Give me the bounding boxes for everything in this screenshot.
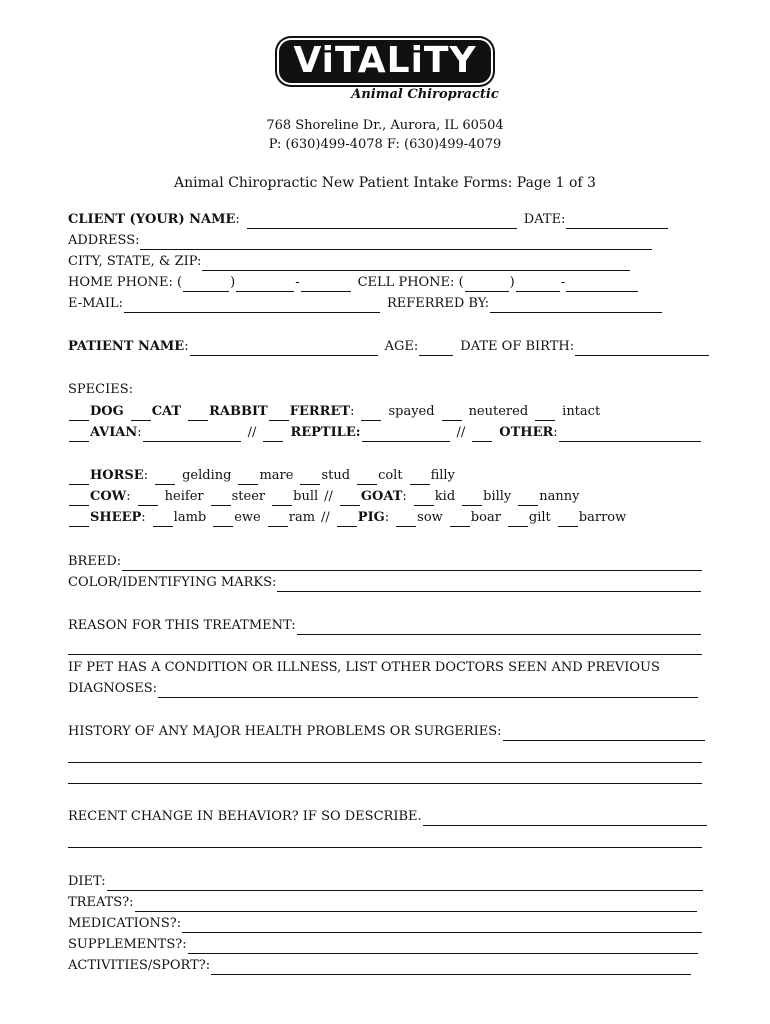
history-field[interactable] (503, 726, 705, 741)
referred-label: REFERRED BY: (386, 296, 490, 311)
species-row (68, 381, 133, 399)
gelding-checkbox[interactable] (155, 470, 175, 485)
nanny-checkbox[interactable] (518, 491, 538, 506)
phone-row (68, 274, 639, 292)
diagnoses-field[interactable] (158, 683, 698, 698)
intact-label: intact (562, 404, 601, 419)
boar-label: boar (470, 510, 501, 525)
cell-phone-label: CELL PHONE: ( (357, 275, 464, 290)
steer-checkbox[interactable] (211, 491, 231, 506)
medications-field[interactable] (182, 918, 702, 933)
boar-checkbox[interactable] (450, 512, 470, 527)
colon: : (235, 212, 240, 227)
goat-label: GOAT (360, 489, 403, 504)
date-field[interactable] (566, 214, 668, 229)
heifer-checkbox[interactable] (138, 491, 158, 506)
activities-row (68, 957, 692, 975)
diagnoses-label: DIAGNOSES: (68, 681, 158, 696)
reptile-checkbox[interactable] (263, 427, 283, 442)
colon: : (137, 425, 142, 440)
filly-label: filly (430, 468, 455, 483)
colon: : (402, 489, 407, 504)
dog-checkbox[interactable] (69, 406, 89, 421)
rabbit-label: RABBIT (209, 404, 268, 419)
cell-phone-area-field[interactable] (465, 277, 509, 292)
other-type-field[interactable] (559, 427, 701, 442)
city-label: CITY, STATE, & ZIP: (68, 254, 202, 269)
horse-label: HORSE (90, 468, 144, 483)
gelding-label: gelding (182, 468, 232, 483)
colon: : (384, 510, 390, 525)
home-phone-area-field[interactable] (183, 277, 229, 292)
color-label: COLOR/IDENTIFYING MARKS: (68, 575, 277, 590)
colon: : (350, 404, 355, 419)
referred-field[interactable] (490, 298, 662, 313)
colon: : (143, 468, 149, 483)
dob-label: DATE OF BIRTH: (460, 339, 575, 354)
steer-label: steer (231, 489, 266, 504)
email-row (68, 295, 663, 313)
reptile-type-field[interactable] (362, 427, 450, 442)
goat-checkbox[interactable] (340, 491, 360, 506)
spayed-checkbox[interactable] (361, 406, 381, 421)
cow-checkbox[interactable] (69, 491, 89, 506)
species-sheep-pig-row (68, 509, 626, 527)
address-field[interactable] (140, 235, 652, 250)
bull-label: bull (293, 489, 319, 504)
reason-field-line-2[interactable] (68, 654, 702, 655)
other-label: OTHER (499, 425, 554, 440)
home-phone-prefix-field[interactable] (236, 277, 294, 292)
ewe-checkbox[interactable] (213, 512, 233, 527)
paren-close: ) (509, 275, 515, 290)
treats-row (68, 894, 698, 912)
bull-checkbox[interactable] (272, 491, 292, 506)
separator: // (247, 425, 257, 440)
supplements-row (68, 936, 699, 954)
logo-tagline: Animal Chiropractic (351, 87, 499, 102)
patient-name-label: PATIENT NAME (68, 339, 185, 354)
home-phone-label: HOME PHONE: ( (68, 275, 183, 290)
history-field-line-2[interactable] (68, 762, 702, 763)
avian-label: AVIAN (90, 425, 138, 440)
address-row (68, 232, 653, 250)
clinic-phones: P: (630)499-4078 F: (630)499-4079 (268, 137, 502, 152)
neutered-label: neutered (468, 404, 529, 419)
sow-checkbox[interactable] (396, 512, 416, 527)
cat-label: CAT (151, 404, 182, 419)
separator: // (321, 510, 330, 525)
intact-checkbox[interactable] (535, 406, 555, 421)
city-field[interactable] (202, 256, 630, 271)
cat-checkbox[interactable] (131, 406, 151, 421)
horse-checkbox[interactable] (69, 470, 89, 485)
kid-checkbox[interactable] (414, 491, 434, 506)
stud-checkbox[interactable] (300, 470, 320, 485)
supplements-field[interactable] (188, 939, 698, 954)
logo-wordmark: ViTALiTY (279, 40, 490, 83)
patient-row (68, 338, 710, 356)
avian-checkbox[interactable] (69, 427, 89, 442)
dash: - (295, 275, 300, 290)
dog-label: DOG (90, 404, 124, 419)
species-small-animals-row (68, 403, 600, 421)
supplements-label: SUPPLEMENTS?: (68, 937, 187, 952)
sow-label: sow (417, 510, 443, 525)
cell-phone-line-field[interactable] (566, 277, 638, 292)
species-label: SPECIES: (68, 382, 133, 397)
mare-checkbox[interactable] (238, 470, 258, 485)
home-phone-line-field[interactable] (301, 277, 351, 292)
cow-label: COW (90, 489, 127, 504)
medications-row (68, 915, 703, 933)
separator: // (324, 489, 333, 504)
sheep-checkbox[interactable] (69, 512, 89, 527)
neutered-checkbox[interactable] (442, 406, 462, 421)
city-row (68, 253, 631, 271)
treats-field[interactable] (135, 897, 697, 912)
condition-row (68, 659, 660, 677)
paren-close: ) (230, 275, 236, 290)
behavior-label: RECENT CHANGE IN BEHAVIOR? IF SO DESCRIBE. (68, 809, 422, 824)
pig-checkbox[interactable] (337, 512, 357, 527)
condition-label: IF PET HAS A CONDITION OR ILLNESS, LIST OTHER DOCTORS SEEN AND PREVIOUS (68, 660, 660, 675)
client-name-label: CLIENT (YOUR) NAME (68, 212, 236, 227)
heifer-label: heifer (164, 489, 204, 504)
reptile-label: REPTILE: (290, 425, 361, 440)
color-row (68, 574, 702, 592)
diagnoses-row (68, 680, 699, 698)
history-label: HISTORY OF ANY MAJOR HEALTH PROBLEMS OR SURGERIES: (68, 724, 502, 739)
reason-label: REASON FOR THIS TREATMENT: (68, 618, 296, 633)
colon: : (184, 339, 189, 354)
barrow-label: barrow (578, 510, 627, 525)
activities-field[interactable] (211, 960, 691, 975)
species-cow-goat-row (68, 488, 580, 506)
diet-field[interactable] (107, 876, 703, 891)
barrow-checkbox[interactable] (558, 512, 578, 527)
colon: : (141, 510, 146, 525)
medications-label: MEDICATIONS?: (68, 916, 182, 931)
billy-checkbox[interactable] (462, 491, 482, 506)
dash: - (560, 275, 566, 290)
age-field[interactable] (419, 341, 453, 356)
reason-row (68, 617, 702, 635)
diet-label: DIET: (68, 874, 106, 889)
gilt-label: gilt (528, 510, 551, 525)
lamb-checkbox[interactable] (153, 512, 173, 527)
diet-row (68, 873, 704, 891)
client-name-row (68, 211, 669, 229)
colt-label: colt (378, 468, 403, 483)
behavior-field[interactable] (423, 811, 707, 826)
behavior-row (68, 808, 708, 826)
colon: : (126, 489, 131, 504)
breed-row (68, 553, 703, 571)
color-field[interactable] (277, 577, 701, 592)
dob-field[interactable] (575, 341, 709, 356)
gilt-checkbox[interactable] (508, 512, 528, 527)
client-name-field[interactable] (247, 214, 517, 229)
ram-checkbox[interactable] (268, 512, 288, 527)
colon: : (553, 425, 558, 440)
colt-checkbox[interactable] (357, 470, 377, 485)
kid-label: kid (434, 489, 456, 504)
spayed-label: spayed (388, 404, 435, 419)
cell-phone-prefix-field[interactable] (516, 277, 560, 292)
ewe-label: ewe (234, 510, 261, 525)
patient-name-field[interactable] (190, 341, 378, 356)
ram-label: ram (288, 510, 316, 525)
avian-type-field[interactable] (143, 427, 241, 442)
nanny-label: nanny (539, 489, 580, 504)
email-field[interactable] (124, 298, 380, 313)
reason-field[interactable] (297, 620, 701, 635)
separator: // (456, 425, 466, 440)
history-field-line-3[interactable] (68, 783, 702, 784)
history-row (68, 723, 706, 741)
mare-label: mare (259, 468, 294, 483)
species-avian-row (68, 424, 702, 442)
breed-field[interactable] (122, 556, 702, 571)
breed-label: BREED: (68, 554, 122, 569)
behavior-field-line-2[interactable] (68, 847, 702, 848)
clinic-address: 768 Shoreline Dr., Aurora, IL 60504 (266, 118, 504, 133)
address-label: ADDRESS: (68, 233, 140, 248)
age-label: AGE: (384, 339, 419, 354)
ferret-checkbox[interactable] (269, 406, 289, 421)
stud-label: stud (321, 468, 351, 483)
form-title: Animal Chiropractic New Patient Intake Forms: Page 1 of 3 (174, 175, 596, 191)
sheep-label: SHEEP (90, 510, 142, 525)
filly-checkbox[interactable] (410, 470, 430, 485)
other-checkbox[interactable] (472, 427, 492, 442)
email-label: E-MAIL: (68, 296, 123, 311)
date-label: DATE: (523, 212, 566, 227)
rabbit-checkbox[interactable] (188, 406, 208, 421)
ferret-label: FERRET (289, 404, 351, 419)
lamb-label: lamb (173, 510, 207, 525)
pig-label: PIG (357, 510, 385, 525)
treats-label: TREATS?: (68, 895, 134, 910)
billy-label: billy (483, 489, 512, 504)
vitality-logo (0, 40, 770, 102)
species-horse-row (68, 467, 455, 485)
activities-label: ACTIVITIES/SPORT?: (68, 958, 211, 973)
